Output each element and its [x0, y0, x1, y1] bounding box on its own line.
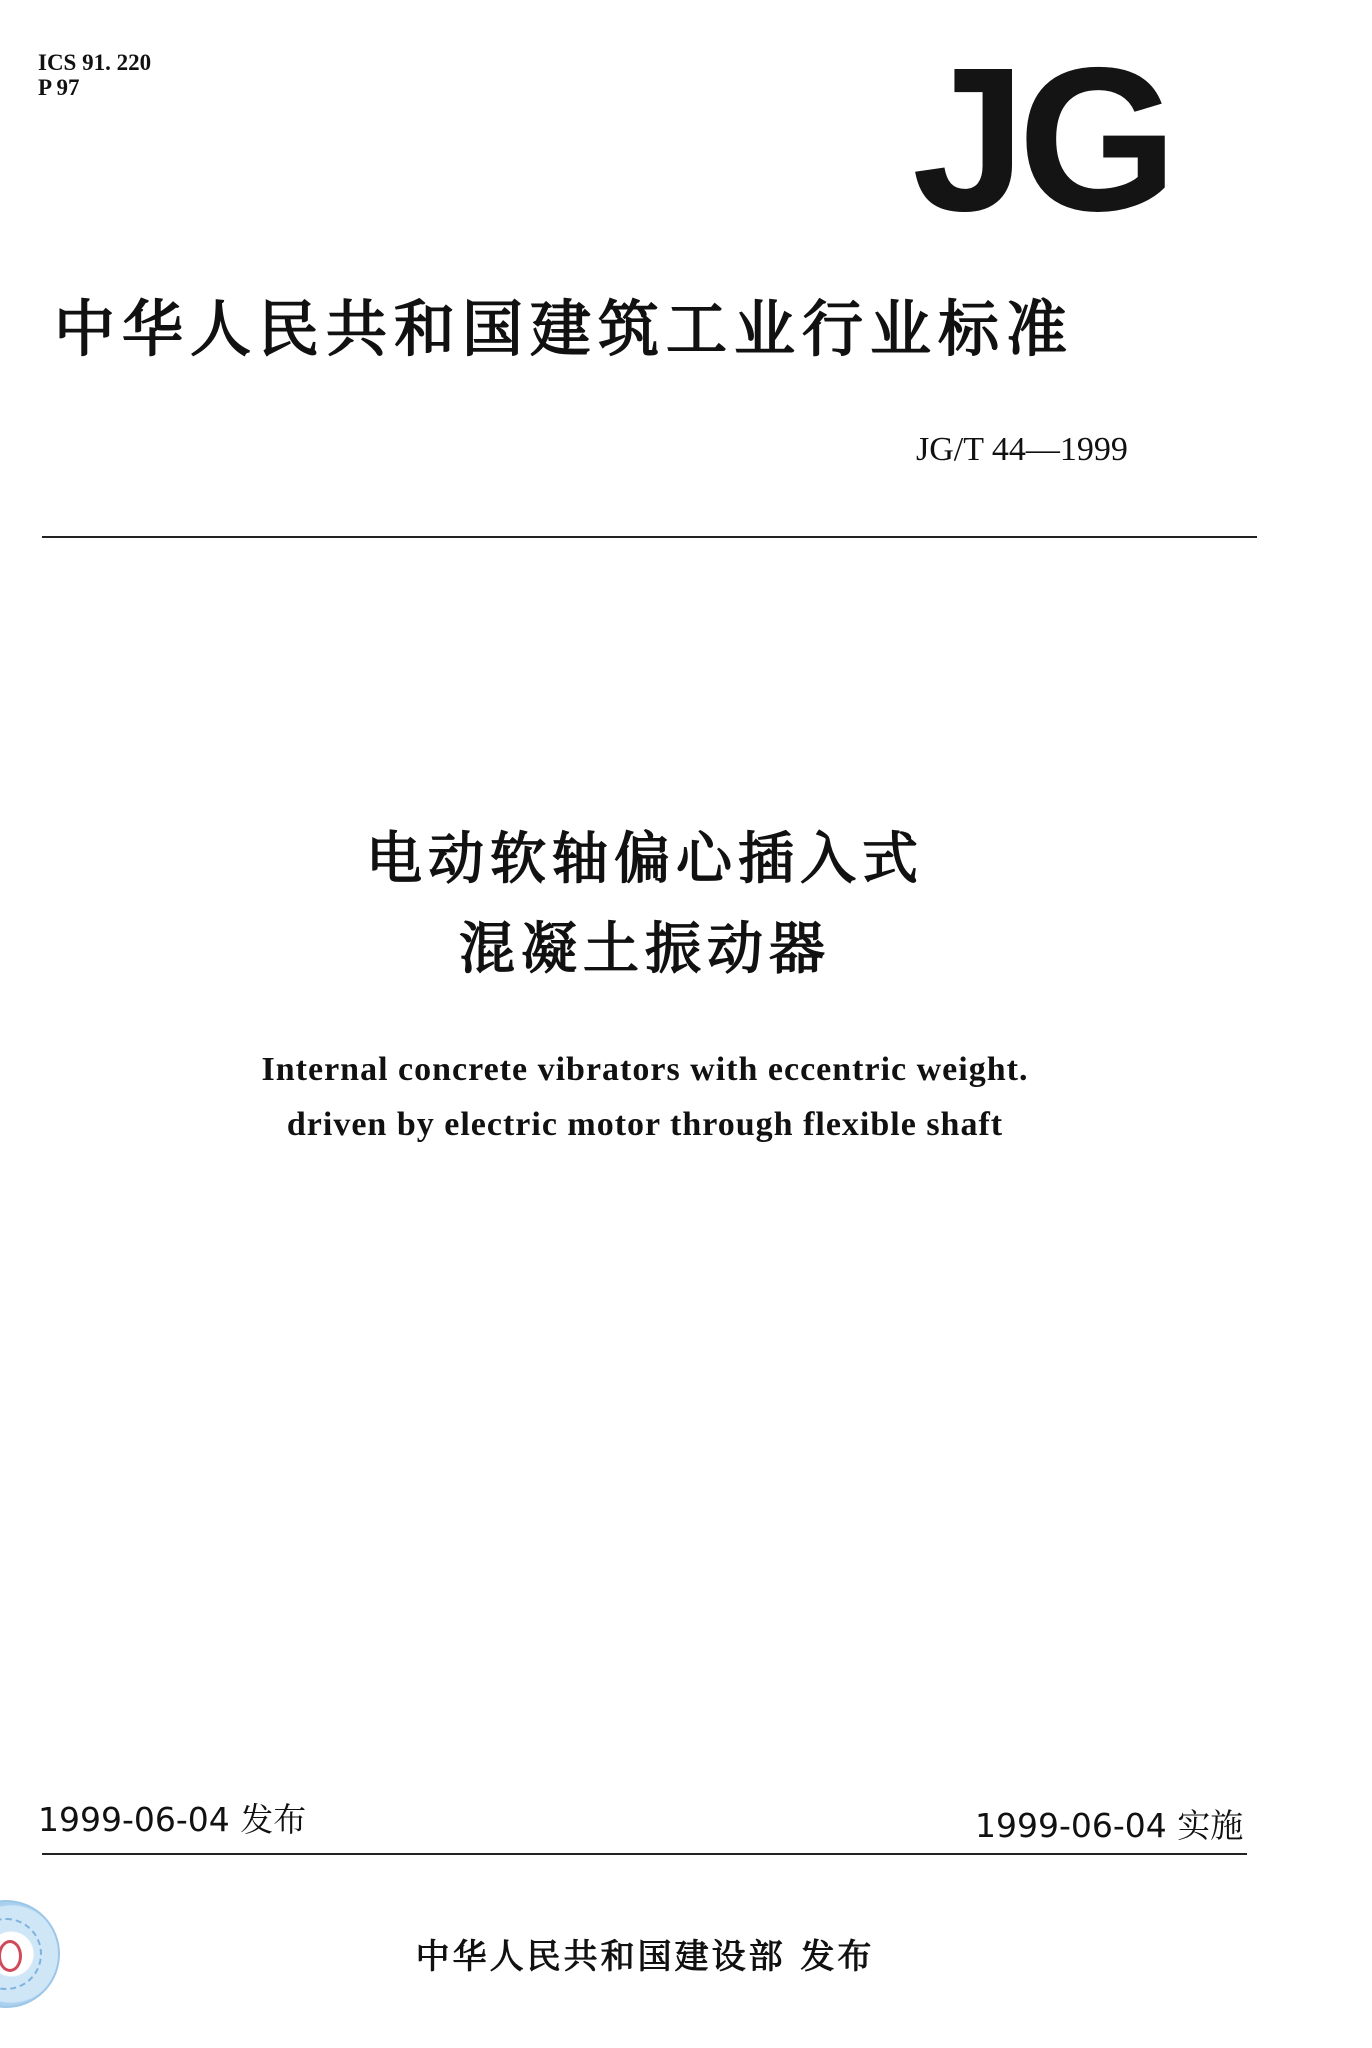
bottom-divider [42, 1853, 1247, 1855]
document-title-cn-line2: 混凝土振动器 [459, 917, 831, 982]
standard-title: 中华人民共和国建筑工业行业标准 [54, 294, 1075, 365]
document-title-en-line2: driven by electric motor through flexible shaft [286, 1106, 1004, 1143]
jg-logo: JG [912, 25, 1170, 254]
top-divider [42, 536, 1257, 538]
watermark-seal-icon [0, 1900, 60, 2008]
classification-code: P 97 [38, 75, 80, 100]
issue-date: 1999-06-04 发布 [38, 1800, 307, 1839]
implementation-date: 1999-06-04 实施 [975, 1806, 1244, 1845]
ics-block [38, 50, 151, 100]
document-title-cn-line1: 电动软轴偏心插入式 [366, 827, 924, 892]
publisher: 中华人民共和国建设部 发布 [415, 1937, 875, 1977]
standard-code: JG/T 44—1999 [916, 431, 1128, 468]
document-title-en-line1: Internal concrete vibrators with eccentric weight. [261, 1051, 1029, 1088]
ics-number: ICS 91. 220 [38, 50, 152, 75]
